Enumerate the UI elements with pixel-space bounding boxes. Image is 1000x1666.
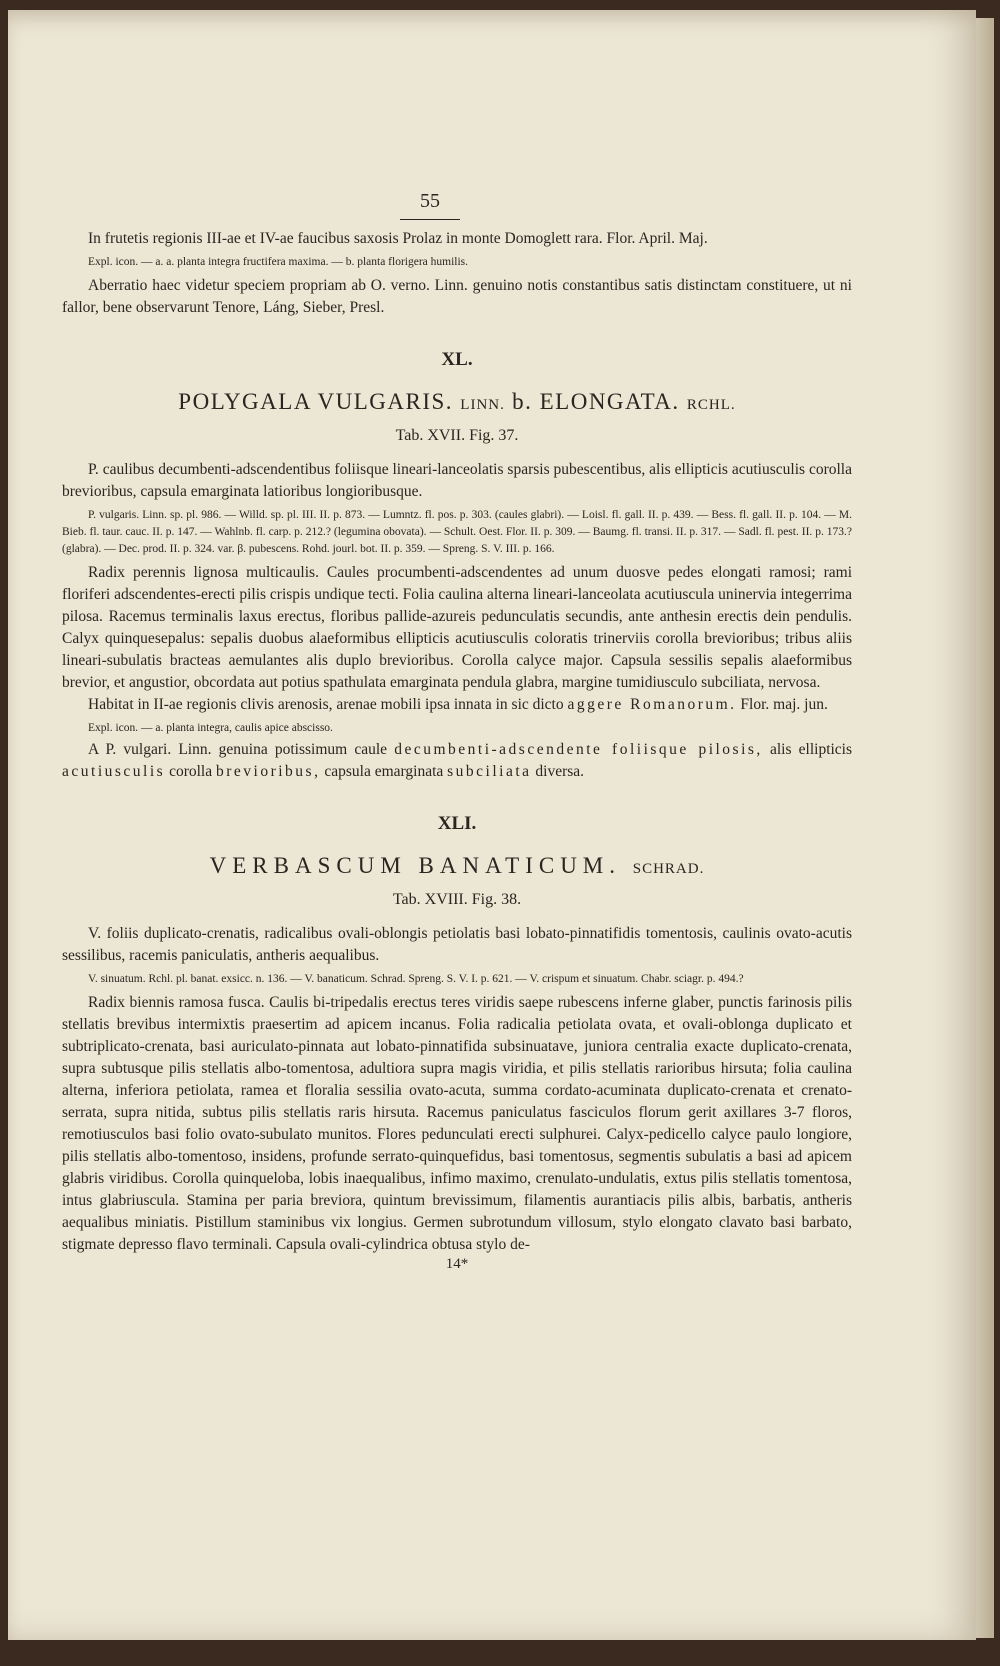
species-title-verbascum	[62, 853, 852, 879]
comparison-note	[62, 739, 852, 783]
diagnosis-verbascum: V. foliis duplicato-crenatis, radicalibus ovali-oblongis petiolatis basi lobato-pinnatifidis tomentosis, caulinis ovato-acutis sessilibus, racemis paniculatis, antheris aequalibus.	[62, 925, 852, 964]
species-author-verbascum: SCHRAD.	[632, 861, 705, 877]
icon-explanation-xl: Expl. icon. — a. planta integra, caulis apice abscisso.	[88, 722, 333, 734]
description-verbascum: Radix biennis ramosa fusca. Caulis bi-tripedalis erectus teres viridis saepe rubescens inferne glaber, punctis farinosis pilis stellatis brevibus intermixtis praesertim ad apicem incanus. Folia radicalia petiolata ovata, et ovali-oblonga duplicato et subtriplicato-crenata, basi auriculato-pinnata aut lobato-pinnatifida subsinuatave, juniora centralia exacte duplicato-crenata, supra subtusque pilis stellatis albo-tomentosa, adultiora supra magis viridia, et pilis stellatis rarioribus hirsuta; folia caulina alterna, inferiora petiolata, ramea et floralia sessilia ovato-acuta, summa cordato-acuminata duplicato-crenata et crenato-serrata, supra nitida, subtus pilis stellatis raris hirsuta. Racemus paniculatus fasciculos florum gerit axillares 3-7 floros, remotiusculos basi folio ovato-subulato munitos. Flores pedunculati erecti sulphurei. Calyx-pedicello calyce paulo longiore, pilis stellatis albo-tomentoso, insidens, profunde serrato-quinquefidus, basi tomentosus, segmentis subulatis a basi ad apicem glabris viridibus. Corolla quinqueloba, lobis inaequalibus, infimo maximo, crenulato-undulatis, extus pilis stellatis tomentosa, intus glabriuscula. Stamina per paria breviora, quintum brevissimum, filamentis aurantiacis pilis albis, barbatis, antheris aequalibus miniatis. Pistillum staminibus vix longius. Germen subrotundum villosum, stylo elongato clavato basi barbato, stigmate depresso flavo terminali. Capsula ovali-cylindrica obtusa stylo de-	[62, 994, 852, 1253]
compare-text-2: alis ellipticis	[769, 741, 853, 758]
plate-reference: Tab. XVII. Fig. 37.	[395, 427, 519, 444]
flowering-time: Flor. maj. jun.	[740, 696, 828, 713]
page-content	[62, 228, 852, 1273]
species-author: LINN.	[460, 397, 505, 413]
compare-text-5: diversa.	[535, 763, 585, 780]
page-number: 55	[400, 190, 460, 220]
compare-spaced-3: brevioribus,	[215, 763, 321, 780]
synonyms-verbascum: V. sinuatum. Rchl. pl. banat. exsicc. n. 136. — V. banaticum. Schrad. Spreng. S. V. I. p. 621. — V. crispum et sinuatum. Chabr. sciagr. p. 494.?	[88, 973, 744, 985]
icon-explanation: Expl. icon. — a. a. planta integra fructifera maxima. — b. planta florigera humilis.	[88, 256, 469, 268]
synonyms: P. vulgaris. Linn. sp. pl. 986. — Willd. sp. pl. III. II. p. 873. — Lumntz. fl. pos. p. 303. (caules glabri). — Loisl. fl. gall. II. p. 439. — Bess. fl. gall. II. p. 104. — M. Bieb. fl. taur. cauc. II. p. 147. — Wahlnb. fl. carp. p. 212.? (legumina obovata). — Schult. Oest. Flor. II. p. 309. — Baumg. fl. transi. II. p. 317. — Sadl. fl. pest. II. p. 173.? (glabra). — Dec. prod. II. p. 324. var. β. pubescens. Rohd. jourl. bot. II. p. 359. — Spreng. S. V. III. p. 166.	[62, 509, 852, 555]
compare-text-3: corolla	[169, 763, 213, 780]
signature-mark: 14*	[445, 1256, 469, 1272]
compare-spaced-2: acutiusculis	[62, 763, 166, 780]
plate-reference-xli: Tab. XVIII. Fig. 38.	[392, 891, 522, 908]
habitat	[62, 694, 852, 716]
species-name: POLYGALA VULGARIS.	[178, 389, 454, 414]
habitat-locality: aggere Romanorum.	[567, 696, 737, 713]
page-edge	[976, 18, 994, 1638]
species-title-polygala	[62, 389, 852, 415]
compare-text-1: A P. vulgari. Linn. genuina potissimum caule	[88, 741, 388, 758]
compare-spaced-1: decumbenti-adscendente foliisque pilosis,	[394, 741, 763, 758]
section-number-xl: XL.	[441, 349, 473, 370]
habitat-paragraph: In frutetis regionis III-ae et IV-ae faucibus saxosis Prolaz in monte Domoglett rara. Flor. April. Maj.	[88, 230, 708, 247]
aberratio-note: Aberratio haec videtur speciem propriam ab O. verno. Linn. genuino notis constantibus satis distinctam constituere, ut ni fallor, bene observarunt Tenore, Láng, Sieber, Presl.	[62, 277, 852, 316]
compare-spaced-4: subciliata	[447, 763, 532, 780]
species-name-verbascum: VERBASCUM BANATICUM.	[209, 853, 621, 878]
variety-name: b. ELONGATA.	[512, 389, 680, 414]
variety-author: RCHL.	[686, 397, 736, 413]
diagnosis: P. caulibus decumbenti-adscendentibus foliisque lineari-lanceolatis sparsis pubescentibus, alis ellipticis acutiusculis corolla brevioribus, capsula emarginata latioribus longioribusque.	[62, 461, 852, 500]
description: Radix perennis lignosa multicaulis. Caules procumbenti-adscendentes ad unum duosve pedes elongati ramosi; rami floriferi adscendentes-erecti pilis crispis undique tecti. Folia caulina alterna lineari-lanceolata acutiuscula uninervia integerrima pilosa. Racemus terminalis laxus erectus, floribus pallide-azureis pedunculatis secundis, ante anthesin erectis dein pendulis. Calyx quinquesepalus: sepalis duobus alaeformibus ellipticis acutiusculis coloratis trinerviis corolla brevioribus; tribus aliis lineari-subulatis bracteas aemulantes alis duplo brevioribus. Corolla calyce major. Capsula sessilis sepalis alaeformibus brevior, et angustior, obcordata aut potius spathulata emarginata pendula glabra, margine tumidiusculo subciliata, nervosa.	[62, 564, 852, 691]
habitat-text: Habitat in II-ae regionis clivis arenosis, arenae mobili ipsa innata in sic dicto	[88, 696, 564, 713]
section-number-xli: XLI.	[437, 813, 477, 834]
compare-text-4: capsula emarginata	[324, 763, 444, 780]
